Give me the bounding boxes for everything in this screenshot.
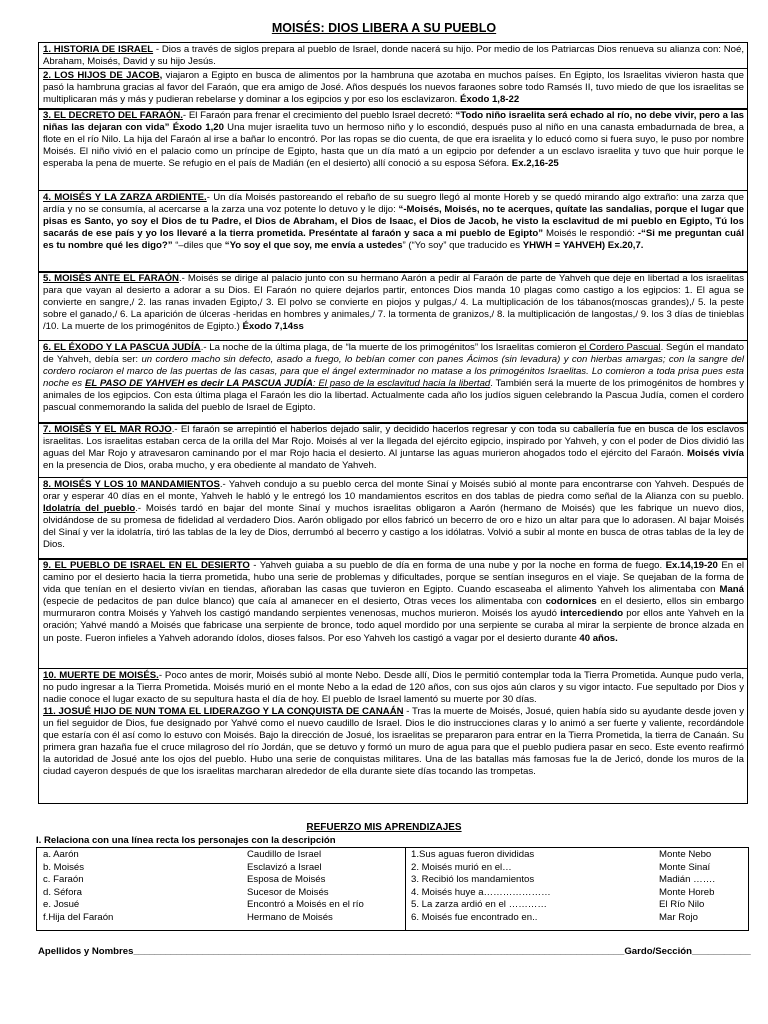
section-text: (especie de pedacitos de pan dulce blanco) que caía al amanecer en el desierto, Otras veces los alimentaba con: [43, 596, 546, 608]
question-item: 2. Moisés murió en el…: [411, 861, 512, 873]
subheading-idolatria: Idolatría del pueblo: [43, 502, 136, 514]
question-item: 4. Moisés huye a…………………: [411, 886, 551, 898]
section-text: .- La noche de la última plaga, de “la muerte de los primogénitos” los Israelitas comieron: [200, 341, 579, 353]
refuerzo-title: REFUERZO MIS APRENDIZAJES: [306, 822, 462, 833]
section-heading: 1. HISTORIA DE ISRAEL: [43, 44, 154, 55]
section-text: “–diles que: [172, 239, 225, 251]
grade-blank[interactable]: ___________: [692, 946, 751, 957]
intercediendo-term: intercediendo: [560, 608, 624, 620]
description-item: Sucesor de Moisés: [247, 886, 329, 898]
section-moises-faraon: [38, 271, 748, 341]
god-name-quote: “Yo soy el que soy, me envía a ustedes: [224, 239, 403, 251]
table-divider: [405, 848, 406, 930]
question-item: 6. Moisés fue encontrado en..: [411, 911, 538, 923]
section-heading: 2. LOS HIJOS DE JACOB,: [43, 69, 163, 81]
page-title: MOISÉS: DIOS LIBERA A SU PUEBLO: [271, 21, 497, 35]
section-heading: 6. EL ÉXODO Y LA PASCUA JUDÍA: [43, 341, 201, 353]
place-item: Monte Horeb: [659, 886, 715, 898]
matching-table: [36, 847, 749, 931]
section-heading: 5. MOISÉS ANTE EL FARAÓN: [43, 273, 179, 284]
section-hijos-jacob: [38, 68, 748, 110]
bible-reference: Éxodo 1,8-22: [459, 93, 520, 105]
section-text: en la presencia de Dios, oraba mucho, y era obediente al mandato de Yahveh.: [43, 460, 377, 472]
mana-term: Maná: [719, 584, 744, 596]
section-zarza-ardiente: [38, 190, 748, 273]
character-item: c. Faraón: [43, 874, 84, 886]
bible-reference: Éxodo 7,14ss: [242, 321, 304, 333]
bible-reference: Ex.2,16-25: [511, 158, 559, 170]
description-item: Esclavizó a Israel: [247, 861, 322, 873]
paso-yahveh: EL PASO DE YAHVEH es decir LA PASCUA JUDÍA: [84, 377, 313, 389]
moses-question: -“Si me preguntan cuál es tu nombre qué les digo?”: [43, 227, 744, 251]
section-text: - Tras la muerte de Moisés, Josué, quien había sido su ayudante desde joven y un fiel seguidor de Dios, fue designado por Yahvé como el nuevo caudillo de Israel. Dios le dio instrucciones claras y lo animó a ser fuerte y valiente, recordándole que estaría con él así como lo estuvo con Moisés. Bajo la dirección de Josué, los israelitas se prepararon para entrar en la Tierra Prometida, la tierra de Canaán. Su primera gran hazaña fue el cruce milagroso del río Jordán, que se detuvo y formó un muro de agua para que el pueblo pudiera pasar en seco. Este evento reafirmó la autoridad de Josué ante los ojos del pueblo. Hubo una serie de conquistas militares. Una de las batallas más famosas fue la de Jericó, donde los muros de la ciudad cayeron después de que los israelitas marcharan alrededor de ella durante siete días tocando las trompetas.: [43, 705, 744, 778]
section-text: viajaron a Egipto en busca de alimentos por la hambruna que azotaba en muchos países. En Egipto, los Israelitas vivieron hasta que pasó la hambruna gracias al favor del Faraón, que era amigo de José. Años después los nuevos faraones sobre todo Ramsés II, tuvo miedo de que los israelitas se multiplicaran más y más y pudieran rebelarse y dominar a los egipcios y por eso los esclavizaron.: [43, 69, 744, 105]
section-text: - Poco antes de morir, Moisés subió al monte Nebo. Desde allí, Dios le permitió contemplar toda la Tierra Prometida. Aunque pudo verla, no pudo ingresar a la Tierra Prometida. Moisés murió en el monte Nebo a la edad de 120 años, con sus ojos aún claros y su vigor intacto. Fue sepultado por Dios y nadie conoce el lugar exacto de su sepultura hasta el día de hoy. El pueblo de Israel lamentó su muerte por 30 días.: [43, 669, 744, 705]
section-text: .- Moisés tardó en bajar del monte Sinaí y muchos israelitas obligaron a Aarón (hermano de Moisés) que les fabrique un nuevo dios, olvidándose de su promesa de fidelidad al verdadero Dios. Aarón obligado por ellos fabricó un becerro de oro e hizo un altar para que lo adorasen. Al bajar Moisés del Sinaí y ver la idolatría, tiró las tablas de la ley de Dios, derrumbó al becerro y castigo a los idólatras. Volvió a subir al monte en busca de otras tablas de la ley de Dios.: [43, 502, 745, 550]
moses-lived: Moisés vivía: [687, 448, 744, 460]
section-text: ” (“Yo soy” que traducido es: [402, 239, 523, 251]
forty-years: 40 años.: [579, 632, 618, 644]
section-text: . Según el mandato de Yahveh, debía ser:: [43, 341, 744, 365]
section-text: - Yahveh guiaba a su pueblo de día en forma de una nube y por la noche en forma de fuego.: [249, 560, 666, 571]
section-mar-rojo: [38, 422, 748, 478]
section-heading: 4. MOISÉS Y LA ZARZA ARDIENTE.: [43, 191, 207, 203]
place-item: Monte Sinaí: [659, 861, 711, 873]
section-text: Moisés le respondió:: [543, 227, 638, 239]
characters-column: [43, 849, 113, 925]
section-text: . También será la muerte de los primogénitos de hombres y animales de los egipcios. Con esta última plaga el Faraón les dio la libertad. Actualmente cada año los judíos siguen celebrando la Pascua Judía, comen el cordero pascual conmemorando la salida del pueblo de Israel de Egipto.: [43, 377, 744, 413]
question-item: 1.Sus aguas fueron divididas: [411, 849, 535, 860]
character-item: d. Séfora: [43, 886, 82, 898]
name-blank[interactable]: ____________________________________________________________________________________________: [133, 946, 625, 957]
italic-liberation: : El paso de la esclavitud hacia la libertad: [312, 377, 491, 389]
student-info-line: [38, 946, 751, 957]
grade-label: Gardo/Sección: [624, 946, 693, 957]
questions-column: [411, 849, 551, 925]
section-text: en el desierto, ellos sin embargo murmuraron contra Moisés y Yahveh los castigó mandando serpientes venenosas, muchos murieron. Moisés los ayudó: [43, 596, 744, 620]
character-item: a. Aarón: [43, 849, 79, 860]
place-item: El Río Nilo: [659, 899, 705, 911]
section-heading: 7. MOISÉS Y EL MAR ROJO: [43, 424, 172, 435]
description-item: Encontró a Moisés en el río: [247, 899, 364, 911]
matching-instruction: I. Relaciona con una línea recta los personajes con la descripción: [36, 835, 336, 846]
section-text: .- Yahveh condujo a su pueblo cerca del monte Sinaí y Moisés subió al monte para encontrarse con Yahveh. Después de orar y esperar 40 días en el monte, Yahveh le habló y le entregó los 10 mandamientos escritos en dos tablas de piedra como señal de la Alianza con su pueblo.: [43, 478, 744, 502]
section-heading: 8. MOISÉS Y LOS 10 MANDAMIENTOS: [43, 478, 220, 490]
decree-quote: “Todo niño israelita será echado al río, no debe vivir, pero a las niñas las dejaran con vida” Éxodo 1,20: [43, 110, 744, 134]
bible-reference: YHWH = YAHVEH) Ex.20,7.: [522, 239, 644, 251]
italic-mandate: un cordero macho sin defecto, asado a fuego, lo bebían comer con panes Ácimos (sin levadura) y con hierbas amargas; con la sangre del cordero rociaron el marco de las puertas de las casas, para que el ángel exterminador no matase a los primogénitos Israelitas. Lo comieron a toda prisa pues esta noche es: [43, 353, 745, 389]
character-item: b. Moisés: [43, 861, 85, 873]
bible-reference: Ex.14,19-20: [665, 560, 718, 571]
description-item: Hermano de Moisés: [247, 911, 333, 923]
description-item: Esposa de Moisés: [247, 874, 326, 886]
cordero-pascual: el Cordero Pascual: [578, 341, 661, 353]
section-text: En el camino por el desierto hacia la tierra prometida, hubo una serie de problemas y dificultades, porque se sentían inseguros en el viaje. Se quejaban de la forma de vida que tenían en el desierto vivían en tiendas, añoraban las casas que tuvieron en Egipto. Cuando escaseaba el alimento Yahveh los alimentaba con: [43, 560, 744, 596]
description-item: Caudillo de Israel: [247, 849, 322, 860]
section-text: - Un día Moisés pastoreando el rebaño de su suegro llegó al monte Horeb y se quedó mirando algo extraño: una zarza que ardía y no se consumía, al acercarse a la zarza una voz potente lo detuvo y le dijo:: [43, 191, 745, 215]
section-text: .- El faraón se arrepintió el haberlos dejado salir, y decidido hacerlos regresar y con toda su caballería fue en busca de los esclavos israelitas. Los israelitas estaban cerca de la orilla del Mar Rojo. Moisés al ver la llegada del ejército egipcio, inspirado por Yahveh, y con el poder de Dios dividió las aguas del Mar Rojo y atravesaron caminando por el mar Rojo hacia el desierto. Al juntarse las aguas murieron ahogados todo el ejército del Faraón.: [43, 424, 744, 460]
sections-container: [38, 42, 748, 802]
section-text: - Dios a través de siglos prepara al pueblo de Israel, donde nacerá su hijo. Por medio de los Patriarcas Dios renueva su alianza con: Noé, Abraham, Moisés, David y su hijo Jesús.: [43, 44, 744, 68]
section-decreto-faraon: [38, 108, 748, 191]
place-item: Monte Nebo: [659, 849, 712, 860]
name-label: Apellidos y Nombres: [38, 946, 134, 957]
section-heading-josue: 11. JOSUÉ HIJO DE NUN TOMA EL LIDERAZGO Y LA CONQUISTA DE CANAÁN: [43, 705, 404, 717]
places-column: [659, 849, 715, 925]
god-quote: “-Moisés, Moisés, no te acerques, quítate las sandalias, porque el lugar que pisas es Santo, yo soy el Dios de tu Padre, el Dios de Abraham, el Dios de Isaac, el Dios de Jacob, he visto la esclavitud de mi pueblo en Egipto, Tú los sacarás de ese país y yo los llevaré a la tierra prometida. Preséntate al faraón y saca a mi pueblo de Egipto”: [43, 203, 744, 239]
codornices-term: codornices: [545, 596, 597, 608]
place-item: Mar Rojo: [659, 911, 698, 923]
section-historia-israel: [38, 42, 748, 69]
section-text: - El Faraón para frenar el crecimiento del pueblo Israel decretó:: [182, 110, 456, 121]
section-diez-mandamientos: [38, 477, 748, 560]
character-item: e. Josué: [43, 899, 80, 911]
character-item: f.Hija del Faraón: [43, 911, 114, 923]
section-muerte-moises-josue: [38, 668, 748, 804]
section-exodo-pascua: [38, 340, 748, 424]
question-item: 3. Recibió los mandamientos: [411, 874, 535, 886]
section-text: .- Moisés se dirige al palacio junto con su hermano Aarón a pedir al Faraón de parte de Yahveh que deje en libertad a los israelitas para que vayan al desierto a adorar a su Dios. El Faraón no quiere dejarlos partir, entonces Dios manda 10 plagas como castigo a los egipcios: 1. El agua se convierte en sangre,/ 2. las ranas invaden Egipto,/ 3. El polvo se convierte en piojos y pulgas,/ 4. La multiplicación de los tábanos(moscas grandes),/ 5. la peste sobre el ganado,/ 6. La aparición de úlceras -heridas en hombres y animales,/ 7. la tormenta de granizos,/ 8. la multiplicación de langostas,/ 9. los 3 días de tinieblas /10. La muerte de los primogénitos de Egipto.): [43, 273, 744, 333]
place-item: Madián …….: [659, 874, 715, 886]
section-heading: 10. MUERTE DE MOISÉS.: [43, 669, 159, 681]
section-pueblo-desierto: [38, 558, 748, 669]
section-text: Una mujer israelita tuvo un hermoso niño y lo escondió, después puso al niño en una canasta embadurnada de brea, a flote en el río Nilo. La hija del Faraón al irse a bañar lo encontró. Por las ropas se dio cuenta, de que era israelita y lo educó como si fuera suyo, le puso por nombre Moisés. El niño vivió en el palacio como un príncipe de Egipto, hasta que un día mató a un egipcio por defender a un esclavo israelita y tuvo que huir porque le esperaba la pena de muerte. Se refugio en el país de Madián (en el desierto) allí conoció a su esposa Séfora.: [43, 122, 744, 170]
section-heading: 3. EL DECRETO DEL FARAÓN.: [43, 110, 183, 121]
section-heading: 9. EL PUEBLO DE ISRAEL EN EL DESIERTO: [43, 560, 250, 571]
section-text: por ellos ante Yahveh en la oración; Yahvé mandó a Moisés que fabricase una serpiente de bronce, todo aquel mordido por una serpiente se curaba al mirar la serpiente de bronce alzada en un poste. Fueron infieles a Yahveh adorando ídolos, dioses falsos. Por eso Yahveh los castigó a vagar por el desierto durante: [43, 608, 744, 644]
question-item: 5. La zarza ardió en el …………: [411, 899, 547, 911]
descriptions-column: [247, 849, 364, 925]
